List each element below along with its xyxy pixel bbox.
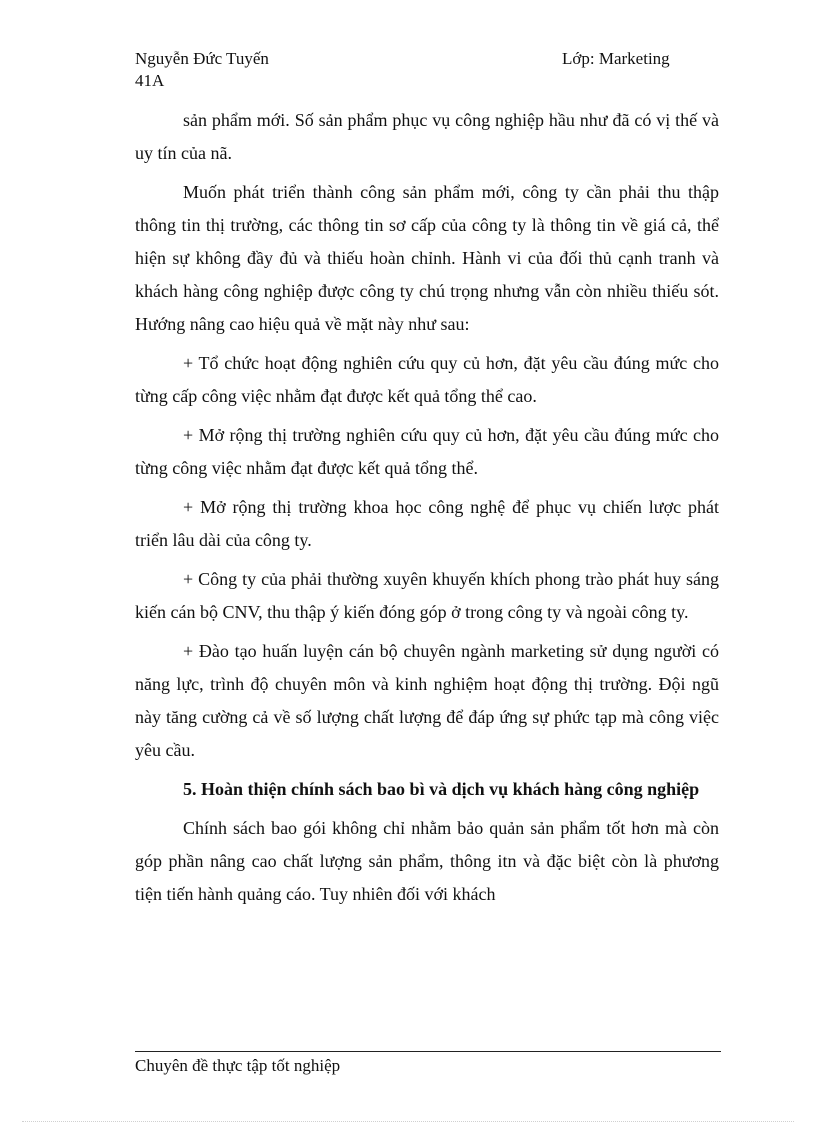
bullet-expand-research-market: + Mở rộng thị trường nghiên cứu quy củ hơn, đặt yêu cầu đúng mức cho từng công việc nhằm đạt được kết quả tổng thể. [135, 425, 719, 478]
class-code: 41A [135, 71, 165, 90]
bullet-expand-tech-market: + Mở rộng thị trường khoa học công nghệ để phục vụ chiến lược phát triển lâu dài của công ty. [135, 497, 719, 550]
paragraph-continuation: sản phẩm mới. Số sản phẩm phục vụ công nghiệp hầu như đã có vị thế và uy tín của nã. [135, 110, 719, 163]
class-label: Lớp: Marketing [562, 49, 670, 68]
footer-divider [135, 1051, 721, 1052]
section-heading: 5. Hoàn thiện chính sách bao bì và dịch vụ khách hàng công nghiệp [183, 779, 700, 799]
page-footer: Chuyên đề thực tập tốt nghiệp [135, 1056, 341, 1075]
header-author-block [135, 48, 435, 92]
bullet-train-staff: + Đào tạo huấn luyện cán bộ chuyên ngành marketing sử dụng người có năng lực, trình độ chuyên môn và kinh nghiệm hoạt động thị trường. Đội ngũ này tăng cường cả về số lượng chất lượng để đáp ứng sự phức tạp mà công việc yêu cầu. [135, 641, 719, 760]
page-edge-divider [22, 1121, 794, 1122]
bullet-research-organization: + Tổ chức hoạt động nghiên cứu quy củ hơn, đặt yêu cầu đúng mức cho từng cấp công việc nhằm đạt được kết quả tổng thể cao. [135, 353, 719, 406]
bullet-encourage-initiatives: + Công ty của phải thường xuyên khuyến khích phong trào phát huy sáng kiến cán bộ CNV, thu thập ý kiến đóng góp ở trong công ty và ngoài công ty. [135, 569, 719, 622]
paragraph-market-info: Muốn phát triển thành công sản phẩm mới, công ty cần phải thu thập thông tin thị trường, các thông tin sơ cấp của công ty là thông tin về giá cả, thể hiện sự không đầy đủ và thiếu hoàn chỉnh. Hành vi của đối thủ cạnh tranh và khách hàng công nghiệp được công ty chú trọng nhưng vẫn còn nhiều thiếu sót. Hướng nâng cao hiệu quả về mặt này như sau: [135, 182, 719, 334]
document-body [135, 104, 719, 917]
paragraph-packaging-policy: Chính sách bao gói không chỉ nhằm bảo quản sản phẩm tốt hơn mà còn góp phần nâng cao chất lượng sản phẩm, thông itn và đặc biệt còn là phương tiện tiến hành quảng cáo. Tuy nhiên đối với khách [135, 818, 719, 904]
author-name: Nguyễn Đức Tuyến [135, 49, 269, 68]
